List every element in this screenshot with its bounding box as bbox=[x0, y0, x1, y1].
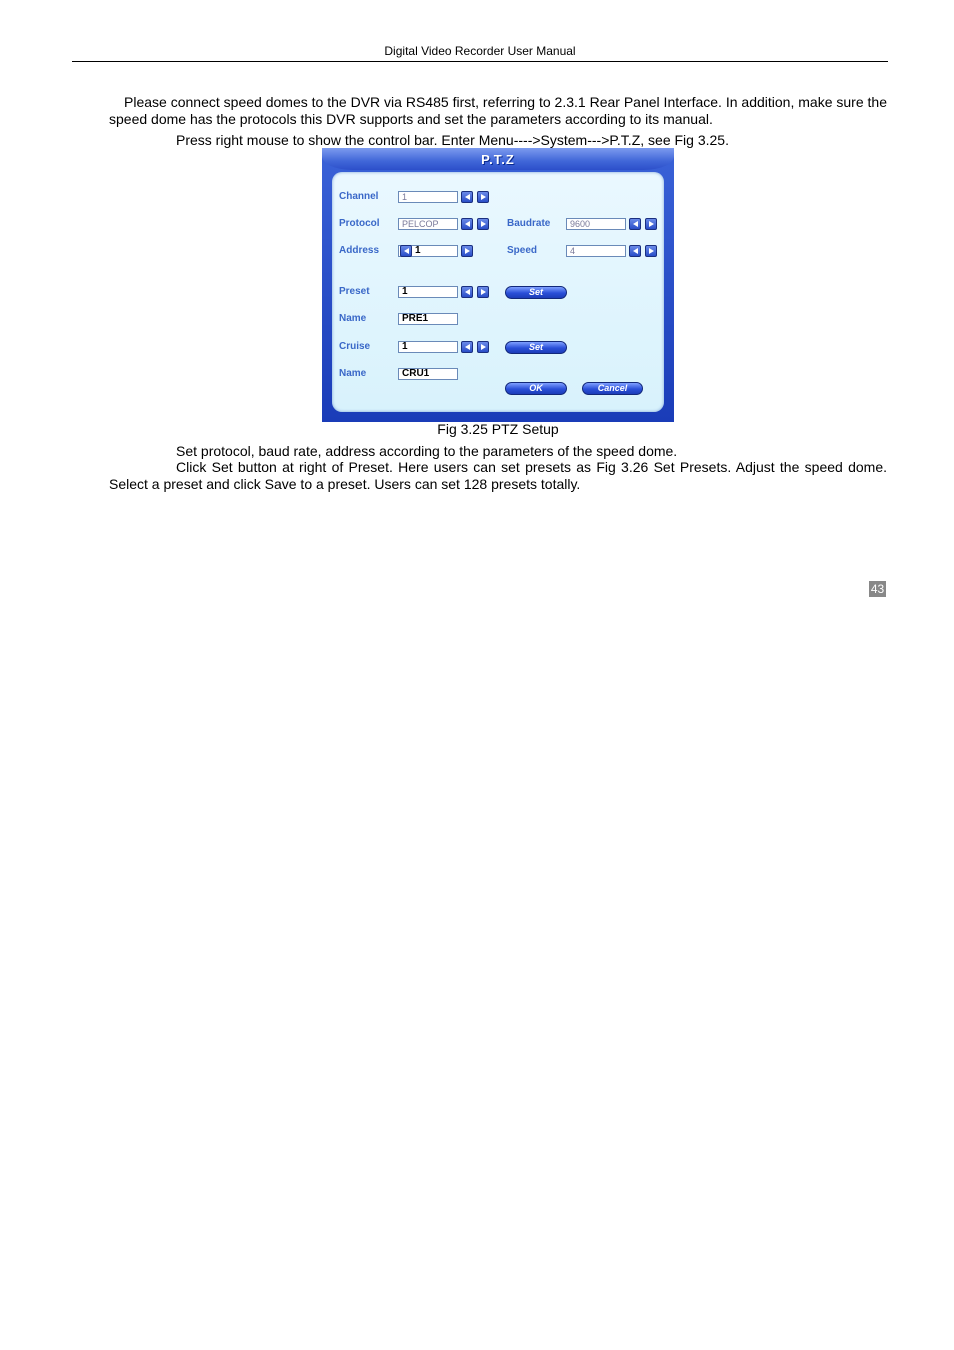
ptz-setup-window bbox=[322, 148, 674, 422]
cruise-next-arrow-icon[interactable] bbox=[477, 341, 489, 353]
preset-field[interactable]: 1 bbox=[398, 286, 458, 298]
preset-prev-arrow-icon[interactable] bbox=[461, 286, 473, 298]
cruise-prev-arrow-icon[interactable] bbox=[461, 341, 473, 353]
paragraph-connect-domes: Please connect speed domes to the DVR via RS485 first, referring to 2.3.1 Rear Panel Interface. In addition, make sure the speed dome has the protocols this DVR supports and set the parameters according to its manual. bbox=[109, 94, 887, 127]
channel-next-arrow-icon[interactable] bbox=[477, 191, 489, 203]
preset-name-label: Name bbox=[339, 313, 367, 324]
protocol-next-arrow-icon[interactable] bbox=[477, 218, 489, 230]
baudrate-prev-arrow-icon[interactable] bbox=[629, 218, 641, 230]
speed-label: Speed bbox=[507, 245, 538, 256]
figure-caption: Fig 3.25 PTZ Setup bbox=[437, 421, 559, 437]
page-header-title: Digital Video Recorder User Manual bbox=[384, 44, 576, 58]
ok-button[interactable]: OK bbox=[505, 382, 567, 395]
channel-field[interactable]: 1 bbox=[398, 191, 458, 203]
ptz-panel bbox=[332, 172, 664, 412]
cancel-button[interactable]: Cancel bbox=[582, 382, 643, 395]
ptz-titlebar bbox=[322, 148, 674, 170]
ptz-window-title: P.T.Z bbox=[481, 152, 515, 167]
paragraph-set-protocol: Set protocol, baud rate, address according to the parameters of the speed dome. bbox=[176, 443, 678, 459]
address-label: Address bbox=[339, 245, 380, 256]
address-next-arrow-icon[interactable] bbox=[461, 245, 473, 257]
preset-name-field[interactable]: PRE1 bbox=[398, 313, 458, 325]
cruise-set-button[interactable]: Set bbox=[505, 341, 567, 354]
baudrate-field[interactable]: 9600 bbox=[566, 218, 626, 230]
cruise-field[interactable]: 1 bbox=[398, 341, 458, 353]
speed-prev-arrow-icon[interactable] bbox=[629, 245, 641, 257]
cruise-name-label: Name bbox=[339, 368, 367, 379]
page-number: 43 bbox=[870, 582, 885, 596]
preset-next-arrow-icon[interactable] bbox=[477, 286, 489, 298]
cruise-name-field[interactable]: CRU1 bbox=[398, 368, 458, 380]
preset-set-button[interactable]: Set bbox=[505, 286, 567, 299]
channel-prev-arrow-icon[interactable] bbox=[461, 191, 473, 203]
address-field[interactable]: 1 bbox=[398, 245, 458, 257]
channel-label: Channel bbox=[339, 191, 379, 202]
baudrate-label: Baudrate bbox=[507, 218, 551, 229]
protocol-prev-arrow-icon[interactable] bbox=[461, 218, 473, 230]
paragraph-control-bar: Press right mouse to show the control bar. Enter Menu---->System--->P.T.Z, see Fig 3.25. bbox=[176, 132, 729, 148]
speed-next-arrow-icon[interactable] bbox=[645, 245, 657, 257]
speed-field[interactable]: 4 bbox=[566, 245, 626, 257]
protocol-field[interactable]: PELCOP bbox=[398, 218, 458, 230]
paragraph-set-presets: Click Set button at right of Preset. Here users can set presets as Fig 3.26 Set Presets. Adjust the speed dome. Select a preset and click Save to a preset. Users can set 128 presets totally. bbox=[109, 459, 887, 492]
header-rule bbox=[72, 61, 888, 62]
address-prev-arrow-icon[interactable] bbox=[400, 245, 412, 257]
baudrate-next-arrow-icon[interactable] bbox=[645, 218, 657, 230]
protocol-label: Protocol bbox=[339, 218, 380, 229]
preset-label: Preset bbox=[339, 286, 370, 297]
cruise-label: Cruise bbox=[339, 341, 371, 352]
